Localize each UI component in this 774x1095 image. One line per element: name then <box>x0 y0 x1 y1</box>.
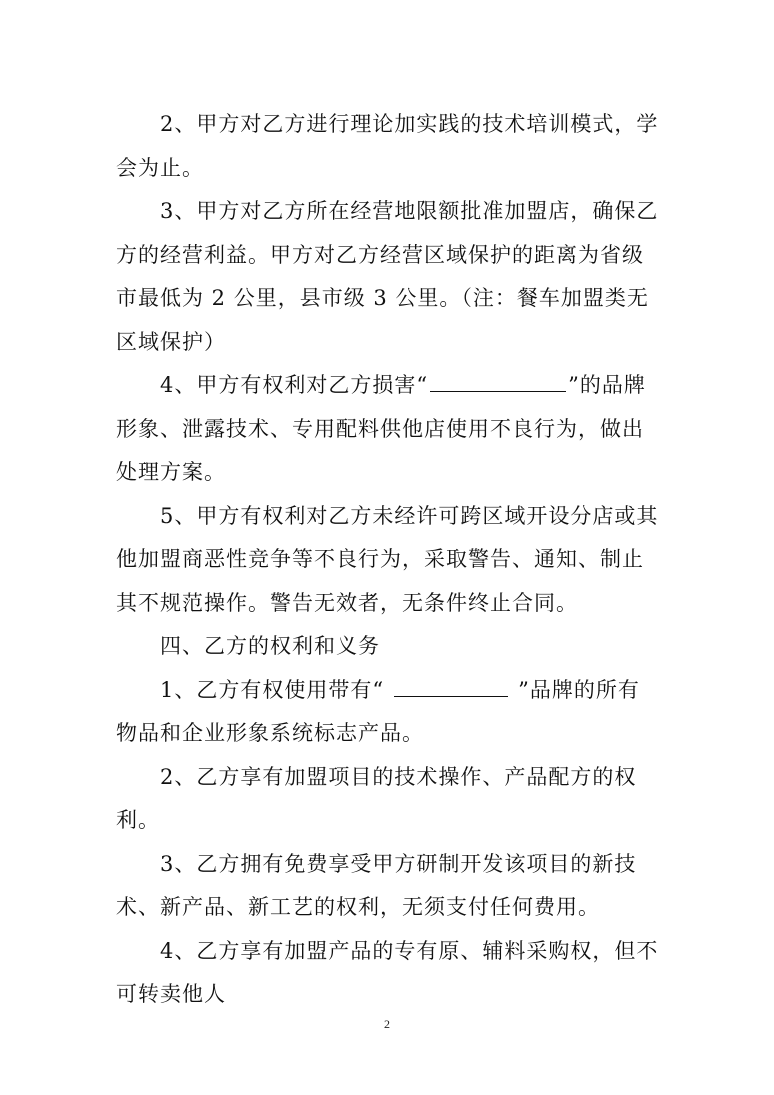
document-body <box>116 103 661 1017</box>
clause-4-text-before: 4、甲方有权利对乙方损害“ <box>160 373 429 397</box>
clause-5-unauthorized-branch: 5、甲方有权利对乙方未经许可跨区域开设分店或其他加盟商恶性竞争等不良行为，采取警告、通知、制止其不规范操作。警告无效者，无条件终止合同。 <box>116 503 659 615</box>
page-number: 2 <box>384 1017 390 1031</box>
brand-name-blank <box>430 373 566 392</box>
party-b-clause-1-brand-use <box>116 669 661 756</box>
clause-3-territory-protection: 3、甲方对乙方所在经营地限额批准加盟店，确保乙方的经营利益。甲方对乙方经营区域保护的距离为省级市最低为 2 公里，县市级 3 公里。（注：餐车加盟类无区域保护） <box>116 199 659 354</box>
party-b-clause-3-new-tech: 3、乙方拥有免费享受甲方研制开发该项目的新技术、新产品、新工艺的权利，无须支付任何费用。 <box>116 851 637 919</box>
party-b-clause-4-purchase-rights: 4、乙方享有加盟产品的专有原、辅料采购权，但不可转卖他人 <box>116 938 659 1006</box>
party-b-clause-1-text-after: ”品牌的所有物品和企业形象系统标志产品。 <box>116 677 640 745</box>
brand-name-blank <box>394 678 508 697</box>
party-b-clause-2-technique: 2、乙方享有加盟项目的技术操作、产品配方的权利。 <box>116 764 637 832</box>
party-b-clause-1-text-before: 1、乙方有权使用带有“ <box>160 677 385 702</box>
section-heading-party-b-rights: 四、乙方的权利和义务 <box>160 634 380 658</box>
clause-2-training: 2、甲方对乙方进行理论加实践的技术培训模式，学会为止。 <box>116 112 659 180</box>
clause-4-brand-damage <box>116 364 661 495</box>
clause-4-text-after: ”的品牌形象、泄露技术、专用配料供他店使用不良行为，做出处理方案。 <box>116 373 646 484</box>
